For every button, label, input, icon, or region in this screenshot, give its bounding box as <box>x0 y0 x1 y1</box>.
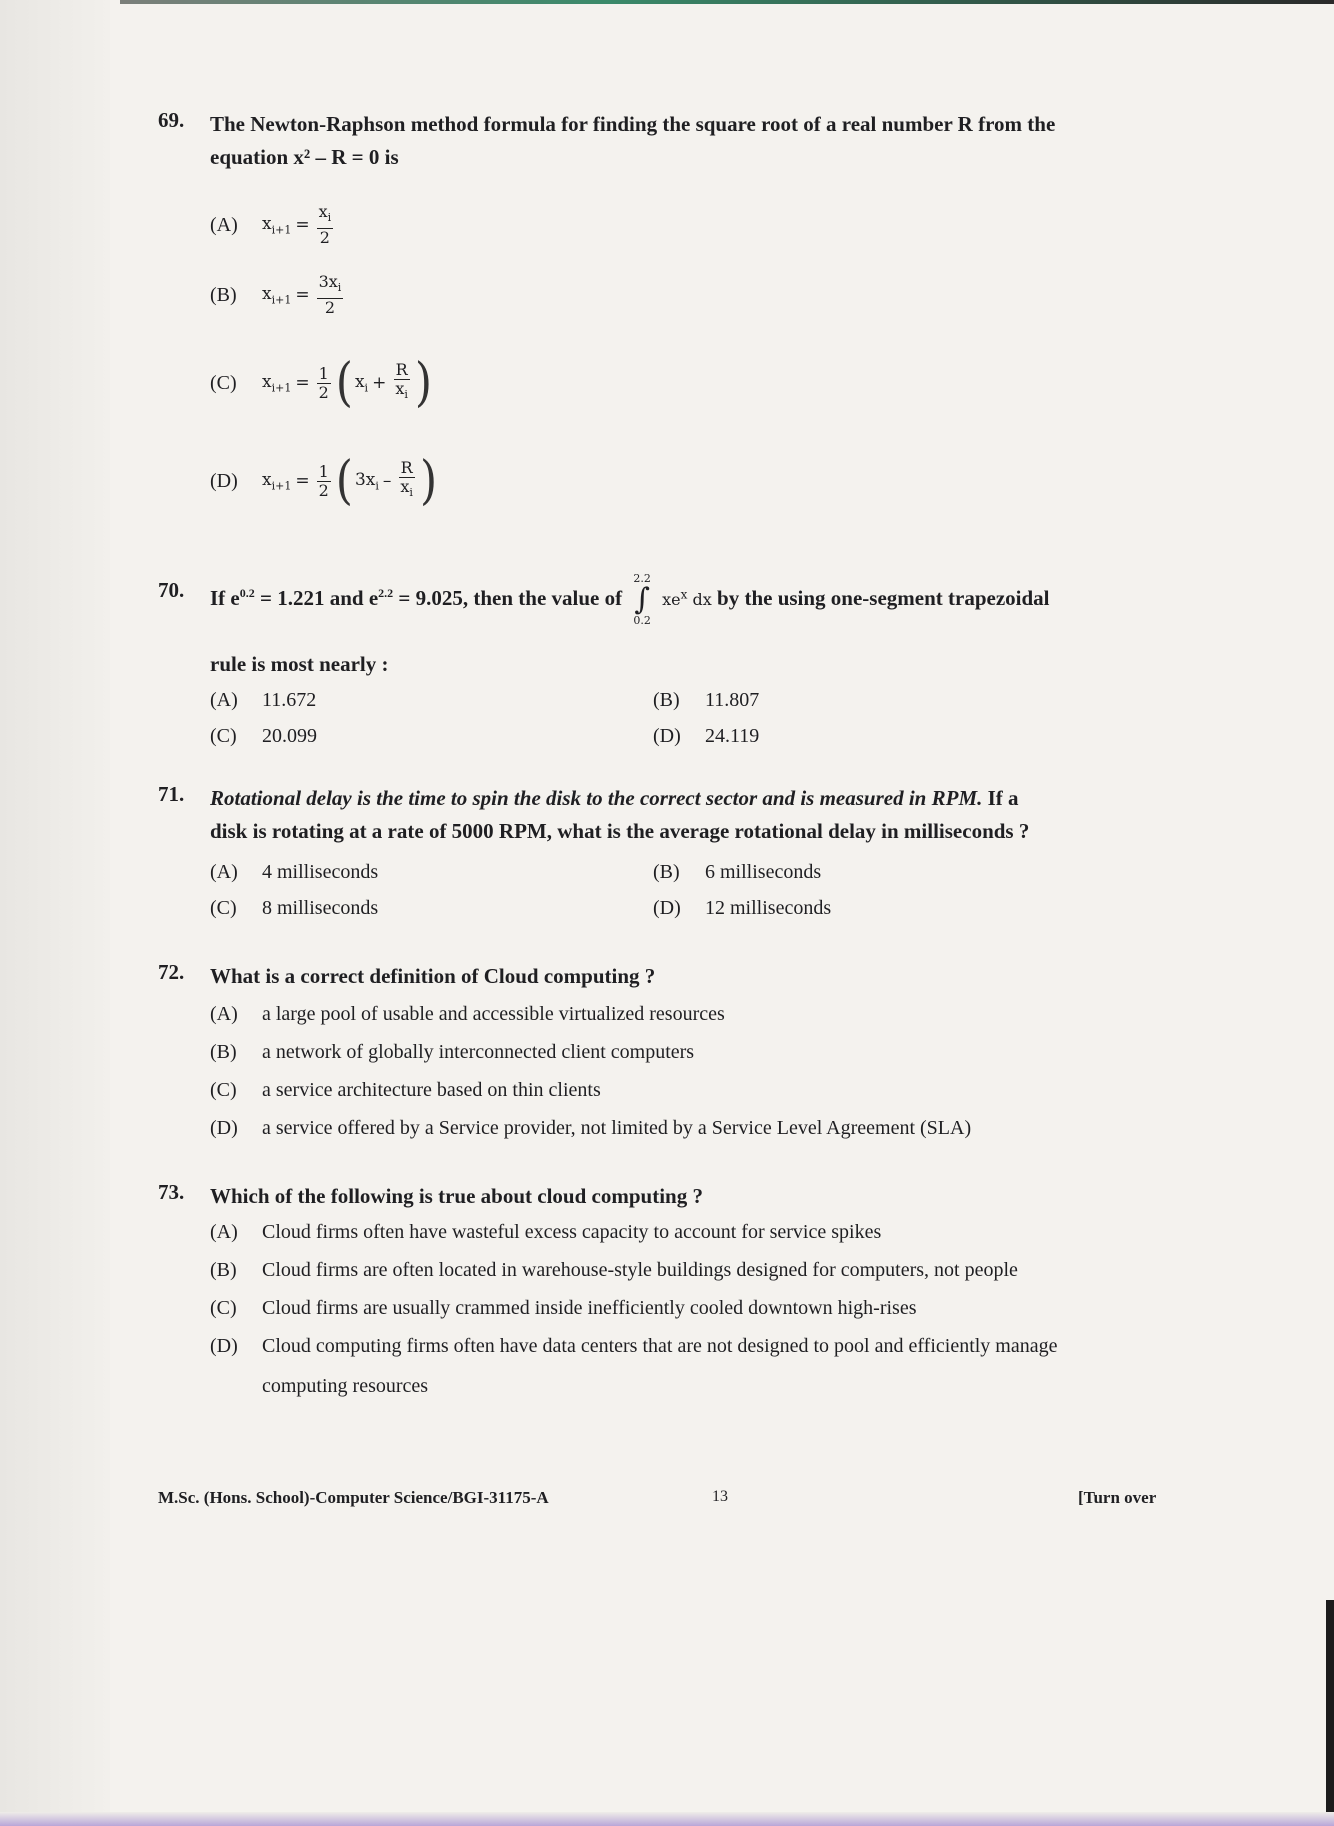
option-a <box>210 190 336 260</box>
equals-sign: = <box>295 285 310 305</box>
option-d: (D) 24.119 <box>653 725 760 747</box>
right-paren: ) <box>419 449 438 511</box>
option-a: (A) Cloud firms often have wasteful excess capacity to account for service spikes <box>210 1221 882 1243</box>
option-d <box>210 446 439 516</box>
option-c: (C) 20.099 <box>210 725 317 747</box>
left-paren: ( <box>335 449 353 511</box>
option-b: (B) 11.807 <box>653 689 760 711</box>
option-d: (D) 12 milliseconds <box>653 897 832 919</box>
left-paren: ( <box>335 351 353 413</box>
question-text-line1: Rotational delay is the time to spin the disk to the correct sector and is measured in RPM. If a <box>210 786 1019 810</box>
coefficient-fraction: $\frac{1}{2}$ <box>318 461 329 500</box>
inner-fraction: $\frac{R}{x_i}$ <box>395 360 408 402</box>
question-text: Which of the following is true about cloud computing ? <box>210 1184 703 1208</box>
question-text <box>210 782 1258 848</box>
option-b: (B) Cloud firms are often located in warehouse-style buildings designed for computers, not people <box>210 1259 1018 1281</box>
option-d: (D) a service offered by a Service provider, not limited by a Service Level Agreement (SLA) <box>210 1117 972 1139</box>
question-number: 72. <box>158 960 185 984</box>
question-number: 70. <box>158 578 185 602</box>
question-text <box>210 108 1258 174</box>
page-edge-right <box>1326 1600 1334 1826</box>
page-edge-top <box>120 0 1334 4</box>
formula-lhs: $x_{i+1}$ <box>262 213 292 237</box>
equals-sign: = <box>295 471 310 491</box>
question-text-line2: rule is most nearly : <box>210 652 389 676</box>
option-a: (A) a large pool of usable and accessible virtualized resources <box>210 1003 725 1025</box>
page-number: 13 <box>712 1488 728 1505</box>
fraction: $\frac{3x_i}{2}$ <box>318 272 342 317</box>
integral-expression: 2.2 ∫ 0.2 <box>633 572 651 628</box>
option-a: (A) 4 milliseconds <box>210 861 379 883</box>
inner-term: $x_i$ <box>354 371 369 395</box>
option-c: (C) 8 milliseconds <box>210 897 379 919</box>
footer-course-code: M.Sc. (Hons. School)-Computer Science/BGI-31175-A <box>158 1488 549 1507</box>
equals-sign: = <box>295 215 310 235</box>
option-c <box>210 348 434 418</box>
equals-sign: = <box>295 373 310 393</box>
formula-lhs: $x_{i+1}$ <box>262 371 292 395</box>
question-number: 69. <box>158 108 185 132</box>
fraction: $\frac{x_i}{2}$ <box>318 202 332 247</box>
option-d: (D) Cloud computing firms often have data centers that are not designed to pool and efficiently manage <box>210 1335 1058 1357</box>
operator: + <box>372 373 387 393</box>
option-b <box>210 260 346 330</box>
right-paren: ) <box>414 351 433 413</box>
inner-fraction: $\frac{R}{x_i}$ <box>400 458 413 500</box>
question-text-line1: The Newton-Raphson method formula for finding the square root of a real number R from the <box>210 112 1056 136</box>
turn-over-note: [Turn over <box>1078 1488 1157 1507</box>
question-text-line2: disk is rotating at a rate of 5000 RPM, what is the average rotational delay in milliseconds ? <box>210 819 1030 843</box>
option-c: (C) Cloud firms are usually crammed inside inefficiently cooled downtown high-rises <box>210 1297 917 1319</box>
option-c: (C) a service architecture based on thin clients <box>210 1079 601 1101</box>
page-edge-bottom <box>0 1812 1334 1826</box>
operator: – <box>382 471 392 491</box>
question-text-line1: If $e^{0.2} = 1.221$ and $e^{2.2} = 9.025$, then the value of 2.2 ∫ 0.2 $xe^x$ dx by the using one-segment trapezoidal <box>210 572 1050 628</box>
question-text-line2: equation x² – R = 0 is <box>210 145 399 169</box>
option-label: (B) <box>210 283 237 306</box>
question-number: 73. <box>158 1180 185 1204</box>
formula-lhs: $x_{i+1}$ <box>262 469 292 493</box>
integrand: $xe^x$ dx <box>662 587 712 609</box>
question-number: 71. <box>158 782 185 806</box>
coefficient-fraction: $\frac{1}{2}$ <box>318 363 329 402</box>
formula-lhs: $x_{i+1}$ <box>262 283 292 307</box>
option-label: (C) <box>210 371 237 394</box>
option-b: (B) 6 milliseconds <box>653 861 822 883</box>
option-d-continued: computing resources <box>262 1375 429 1397</box>
page-shadow-left <box>0 0 110 1826</box>
option-b: (B) a network of globally interconnected client computers <box>210 1041 695 1063</box>
question-text: What is a correct definition of Cloud computing ? <box>210 964 656 988</box>
option-label: (D) <box>210 469 238 492</box>
option-a: (A) 11.672 <box>210 689 317 711</box>
inner-term: $3x_i$ <box>354 469 379 493</box>
option-label: (A) <box>210 213 238 236</box>
